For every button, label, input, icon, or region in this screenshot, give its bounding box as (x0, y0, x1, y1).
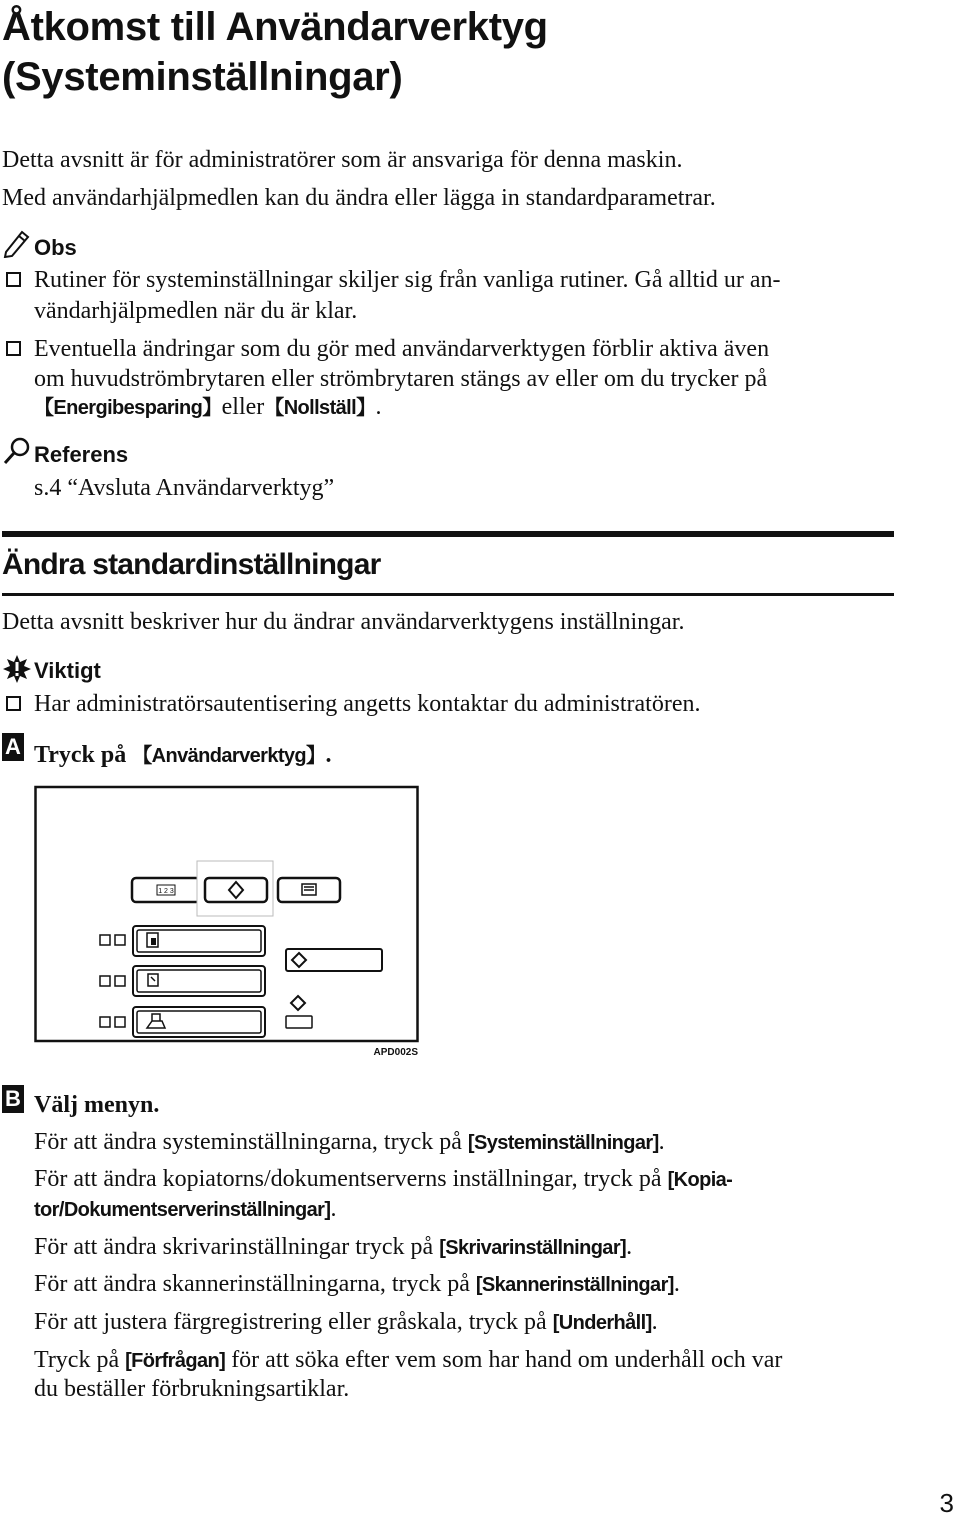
key-nollstall: Nollställ (283, 397, 357, 419)
period: . (330, 1196, 337, 1222)
key-kopiator: [Kopia- (667, 1169, 733, 1191)
referens-link[interactable]: s.4 “Avsluta Användarverktyg” (34, 475, 335, 501)
step2-line-printer (34, 1232, 632, 1263)
obs-item1-line2: vändarhjälpmedlen när du är klar. (34, 298, 358, 324)
page-title (2, 2, 902, 102)
checkbox-icon (6, 696, 21, 711)
obs-item2-line1: Eventuella ändringar som du gör med användarverktygen förblir aktiva även (34, 336, 770, 362)
period: . (626, 1234, 633, 1260)
referens-label: Referens (34, 442, 129, 467)
or-text: eller (221, 394, 265, 420)
period: . (651, 1309, 658, 1335)
line-text: För att ändra kopiatorns/dokumentserverns inställningar, tryck på (34, 1166, 662, 1192)
magnifier-icon (2, 436, 32, 466)
section-rule-top (2, 531, 894, 537)
important-icon (2, 654, 32, 684)
user-tools-highlight (197, 861, 273, 916)
checkbox-icon (6, 341, 21, 356)
page-title-line1: Åtkomst till Användarverktyg (2, 5, 548, 49)
small-key (286, 1016, 312, 1028)
step2-text: Välj menyn. (34, 1092, 160, 1118)
page-title-line2: (Systeminställningar) (2, 55, 403, 99)
key-systeminstallningar: [Systeminställningar] (467, 1132, 659, 1154)
key-skannerinstallningar: [Skannerinställningar] (475, 1274, 674, 1296)
obs-item2-line2: om huvudströmbrytaren eller strömbrytaren stängs av eller om du trycker på (34, 366, 768, 392)
key-dokumentserver: tor/Dokumentserverinställningar] (34, 1199, 331, 1221)
period: . (375, 394, 382, 420)
key-skrivarinstallningar: [Skrivarinställningar] (439, 1237, 627, 1259)
step2-line-scanner (34, 1269, 680, 1300)
counter-button-text: 1 2 3 (158, 888, 174, 895)
period: . (673, 1271, 680, 1297)
line-text: För att justera färgregistrering eller gråskala, tryck på (34, 1309, 547, 1335)
step2-line-system (34, 1127, 665, 1158)
panel-slot (286, 949, 382, 971)
user-tools-icon (291, 996, 305, 1010)
line-text: för att söka efter vem som har hand om underhåll och var (225, 1347, 783, 1373)
key-bracket-open-icon: 【 (132, 745, 152, 767)
copy-row (100, 926, 265, 956)
viktigt-item1: Har administratörsautentisering angetts kontaktar du administratören. (34, 691, 701, 717)
line-text: För att ändra skannerinställningarna, tryck på (34, 1271, 470, 1297)
step1-instruction (34, 740, 331, 771)
step2-line-maintenance (34, 1307, 658, 1338)
user-tools-icon (292, 953, 306, 967)
step2-line-inquiry-cont: du beställer förbrukningsartiklar. (34, 1376, 350, 1402)
period: . (325, 742, 332, 768)
key-forfragan: [Förfrågan] (125, 1350, 226, 1372)
key-underhall: [Underhåll] (552, 1312, 652, 1334)
section-title: Ändra standardinställningar (2, 548, 381, 581)
key-bracket-close-icon: 】 (356, 397, 376, 419)
obs-item1-line1: Rutiner för systeminställningar skiljer sig från vanliga rutiner. Gå alltid ur an- (34, 267, 781, 293)
step2-line-inquiry (34, 1345, 782, 1376)
intro-line2: Med användarhjälpmedlen kan du ändra eller lägga in standardparametrar. (2, 185, 716, 211)
figure-code: APD002S (373, 1047, 418, 1058)
printer-row (100, 1007, 265, 1037)
obs-label: Obs (34, 235, 77, 260)
key-bracket-close-icon: 】 (306, 745, 326, 767)
document-server-row (100, 966, 265, 996)
line-text: Tryck på (34, 1347, 120, 1373)
period: . (658, 1129, 665, 1155)
step2-line-copier-cont (34, 1194, 336, 1225)
line-text: För att ändra systeminställningarna, tryck på (34, 1129, 462, 1155)
checkbox-icon (6, 272, 21, 287)
step1-number: A (2, 733, 24, 761)
key-bracket-close-icon: 】 (202, 397, 222, 419)
pencil-icon (2, 228, 30, 258)
key-bracket-open-icon: 【 (264, 397, 284, 419)
step2-line-copier (34, 1164, 896, 1195)
key-anvandarverktyg: Användarverktyg (151, 745, 307, 767)
key-bracket-open-icon: 【 (34, 397, 54, 419)
intro-line1: Detta avsnitt är för administratörer som är ansvariga för denna maskin. (2, 147, 683, 173)
section-intro: Detta avsnitt beskriver hur du ändrar användarverktygens inställningar. (2, 609, 685, 635)
key-energibesparing: Energibesparing (53, 397, 203, 419)
viktigt-label: Viktigt (34, 658, 101, 683)
step2-number: B (2, 1085, 24, 1113)
section-rule-bottom (2, 593, 894, 596)
page-number: 3 (939, 1488, 954, 1518)
obs-item2-line3 (34, 392, 382, 423)
control-panel-figure (34, 785, 424, 1060)
line-text: För att ändra skrivarinställningar tryck på (34, 1234, 434, 1260)
step1-text: Tryck på (34, 742, 127, 768)
